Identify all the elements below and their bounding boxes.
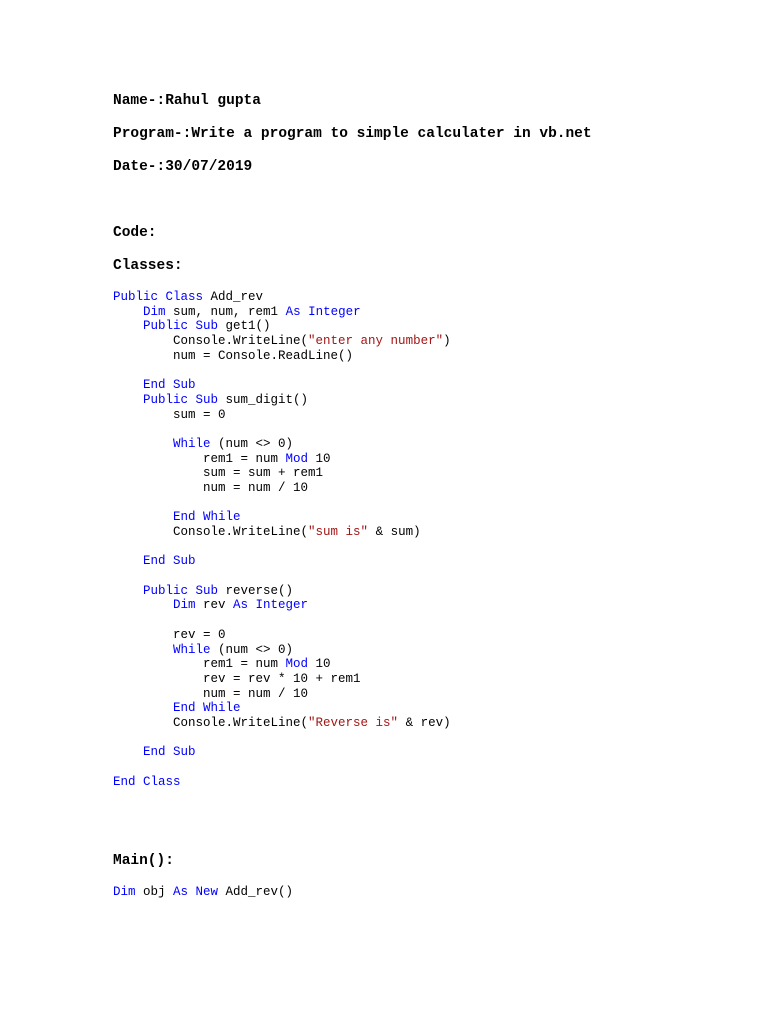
- code-line: [113, 745, 451, 760]
- code-line: [113, 408, 451, 423]
- code-text: (num <> 0): [210, 642, 294, 657]
- code-text: 10: [308, 451, 331, 466]
- code-text: Console.WriteLine(: [113, 525, 309, 539]
- code-keyword: End While: [173, 510, 241, 525]
- code-text: num = Console.ReadLine(): [113, 348, 354, 363]
- code-line: [113, 378, 451, 393]
- code-text: [113, 393, 143, 407]
- code-text: sum, num, rem1: [165, 304, 286, 319]
- code-line: [113, 393, 451, 408]
- code-text: obj: [135, 885, 174, 899]
- code-text: & rev): [398, 715, 451, 730]
- code-string: "sum is": [308, 525, 369, 539]
- code-line: [113, 657, 451, 672]
- code-keyword: End Sub: [143, 745, 196, 760]
- code-text: rev = rev * 10 + rem1: [113, 671, 361, 686]
- code-keyword: As Integer: [233, 598, 309, 613]
- code-line: [113, 319, 451, 334]
- code-keyword: End Sub: [143, 554, 196, 569]
- code-line: [113, 775, 451, 790]
- code-text: [113, 598, 173, 612]
- code-line: [113, 334, 451, 349]
- code-text: (num <> 0): [210, 436, 294, 451]
- code-text: [113, 305, 143, 319]
- code-line: [113, 363, 451, 378]
- code-text: [113, 554, 143, 568]
- code-text: [113, 319, 143, 333]
- classes-code-block: [113, 290, 451, 789]
- code-text: get1(): [218, 319, 271, 334]
- code-line: [113, 598, 451, 613]
- code-text: [113, 510, 173, 524]
- code-text: [113, 745, 143, 759]
- code-line: [113, 731, 451, 746]
- main-heading: Main():: [113, 853, 174, 869]
- code-line: [113, 290, 451, 305]
- code-text: rev = 0: [113, 627, 226, 642]
- code-text: [113, 701, 173, 715]
- code-line: [113, 466, 451, 481]
- code-line: [113, 554, 451, 569]
- code-keyword: Mod: [285, 657, 309, 672]
- classes-heading: Classes:: [113, 258, 183, 274]
- code-line: [113, 305, 451, 320]
- code-keyword: Public Sub: [143, 319, 219, 334]
- code-text: sum_digit(): [218, 392, 309, 407]
- code-text: [113, 378, 143, 392]
- code-line: [113, 613, 451, 628]
- author-name-line: Name-:Rahul gupta: [113, 93, 261, 109]
- code-line: [113, 584, 451, 599]
- code-text: [113, 584, 143, 598]
- code-text: rev: [195, 598, 234, 613]
- code-line: [113, 701, 451, 716]
- code-text: num = num / 10: [113, 686, 309, 701]
- code-keyword: End While: [173, 701, 241, 716]
- code-line: [113, 760, 451, 775]
- code-text: Console.WriteLine(: [113, 334, 309, 349]
- code-keyword: Public Sub: [143, 583, 219, 598]
- code-line: [113, 885, 293, 900]
- code-line: [113, 349, 451, 364]
- code-text: Add_rev: [203, 290, 264, 304]
- code-text: ): [443, 334, 451, 349]
- code-text: rem1 = num: [113, 657, 286, 672]
- code-line: [113, 422, 451, 437]
- code-line: [113, 643, 451, 658]
- code-line: [113, 452, 451, 467]
- code-keyword: Mod: [285, 451, 309, 466]
- code-line: [113, 628, 451, 643]
- code-keyword: Dim: [143, 304, 166, 319]
- code-line: [113, 540, 451, 555]
- document-page: [113, 0, 753, 1024]
- code-line: [113, 687, 451, 702]
- code-text: reverse(): [218, 583, 294, 598]
- code-line: [113, 481, 451, 496]
- code-text: Add_rev(): [218, 885, 294, 899]
- code-text: Console.WriteLine(: [113, 715, 309, 730]
- code-line: [113, 716, 451, 731]
- code-text: 10: [308, 657, 331, 672]
- code-text: [113, 437, 173, 451]
- code-keyword: As Integer: [285, 304, 361, 319]
- date-line: Date-:30/07/2019: [113, 159, 253, 175]
- code-line: [113, 510, 451, 525]
- code-keyword: While: [173, 642, 211, 657]
- code-keyword: While: [173, 436, 211, 451]
- code-text: rem1 = num: [113, 451, 286, 466]
- code-text: sum = sum + rem1: [113, 466, 324, 481]
- code-string: "enter any number": [308, 334, 444, 349]
- code-keyword: Public Sub: [143, 392, 219, 407]
- code-text: sum = 0: [113, 407, 226, 422]
- code-keyword: As New: [173, 885, 219, 899]
- code-text: num = num / 10: [113, 480, 309, 495]
- code-keyword: End Class: [113, 774, 181, 789]
- code-text: & sum): [368, 525, 421, 539]
- code-keyword: End Sub: [143, 378, 196, 393]
- program-title-line: Program-:Write a program to simple calculater in vb.net: [113, 126, 592, 142]
- code-string: "Reverse is": [308, 715, 399, 730]
- code-line: [113, 569, 451, 584]
- code-keyword: Dim: [173, 598, 196, 613]
- code-keyword: Dim: [113, 885, 136, 899]
- code-text: [113, 643, 173, 657]
- code-heading: Code:: [113, 225, 157, 241]
- code-line: [113, 437, 451, 452]
- code-line: [113, 672, 451, 687]
- main-code-block: [113, 885, 293, 900]
- code-keyword: Public Class: [113, 290, 204, 304]
- code-line: [113, 496, 451, 511]
- code-line: [113, 525, 451, 540]
